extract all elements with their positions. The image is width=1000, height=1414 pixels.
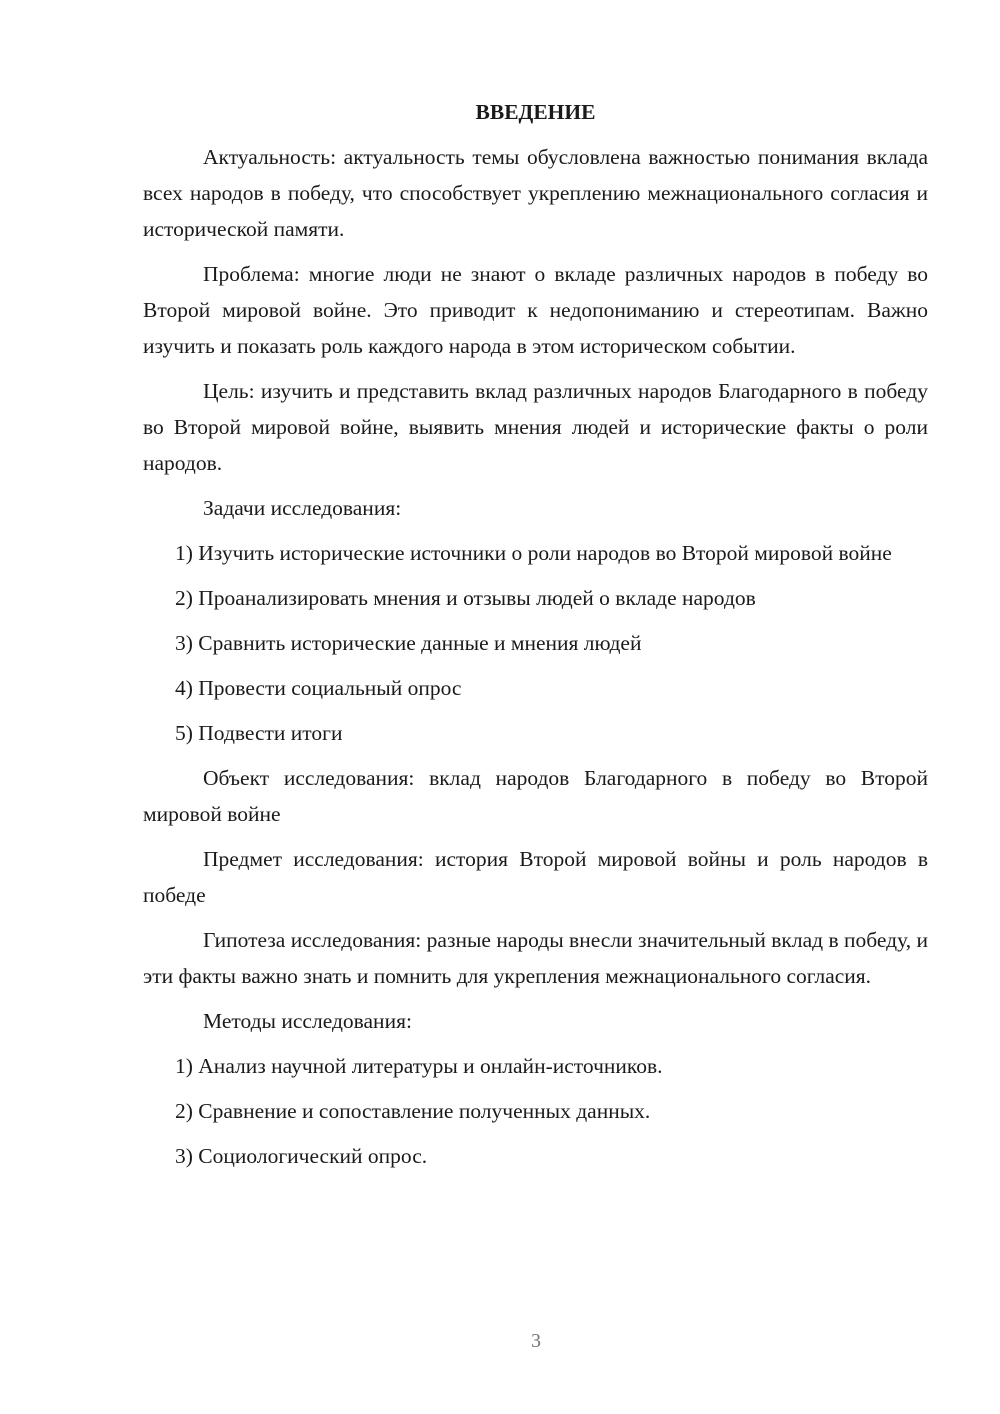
method-item-2: 2) Сравнение и сопоставление полученных данных. bbox=[175, 1099, 651, 1123]
object-paragraph: Объект исследования: вклад народов Благодарного в победу во Второй мировой войне bbox=[143, 766, 928, 826]
tasks-heading: Задачи исследования: bbox=[203, 496, 402, 520]
problem-paragraph: Проблема: многие люди не знают о вкладе различных народов в победу во Второй мировой войне. Это приводит к недопониманию и стереотипам. Важно изучить и показать роль каждого народа в этом историческом событии. bbox=[143, 262, 928, 358]
task-item-1: 1) Изучить исторические источники о роли народов во Второй мировой войне bbox=[175, 541, 892, 565]
methods-heading: Методы исследования: bbox=[203, 1009, 412, 1033]
goal-paragraph: Цель: изучить и представить вклад различных народов Благодарного в победу во Второй мировой войне, выявить мнения людей и исторические факты о роли народов. bbox=[143, 379, 928, 475]
subject-paragraph: Предмет исследования: история Второй мировой войны и роль народов в победе bbox=[143, 847, 928, 907]
method-item-3: 3) Социологический опрос. bbox=[175, 1144, 428, 1168]
page-title: ВВЕДЕНИЕ bbox=[475, 100, 596, 124]
method-item-1: 1) Анализ научной литературы и онлайн-источников. bbox=[175, 1054, 663, 1078]
page-number: 3 bbox=[531, 1330, 541, 1352]
document-page bbox=[143, 94, 928, 1183]
hypothesis-paragraph: Гипотеза исследования: разные народы внесли значительный вклад в победу, и эти факты важно знать и помнить для укрепления межнационального согласия. bbox=[143, 928, 928, 988]
task-item-3: 3) Сравнить исторические данные и мнения людей bbox=[175, 631, 642, 655]
relevance-paragraph: Актуальность: актуальность темы обусловлена важностью понимания вклада всех народов в победу, что способствует укреплению межнационального согласия и исторической памяти. bbox=[143, 145, 928, 241]
task-item-5: 5) Подвести итоги bbox=[175, 721, 343, 745]
task-item-4: 4) Провести социальный опрос bbox=[175, 676, 462, 700]
task-item-2: 2) Проанализировать мнения и отзывы людей о вкладе народов bbox=[175, 586, 756, 610]
